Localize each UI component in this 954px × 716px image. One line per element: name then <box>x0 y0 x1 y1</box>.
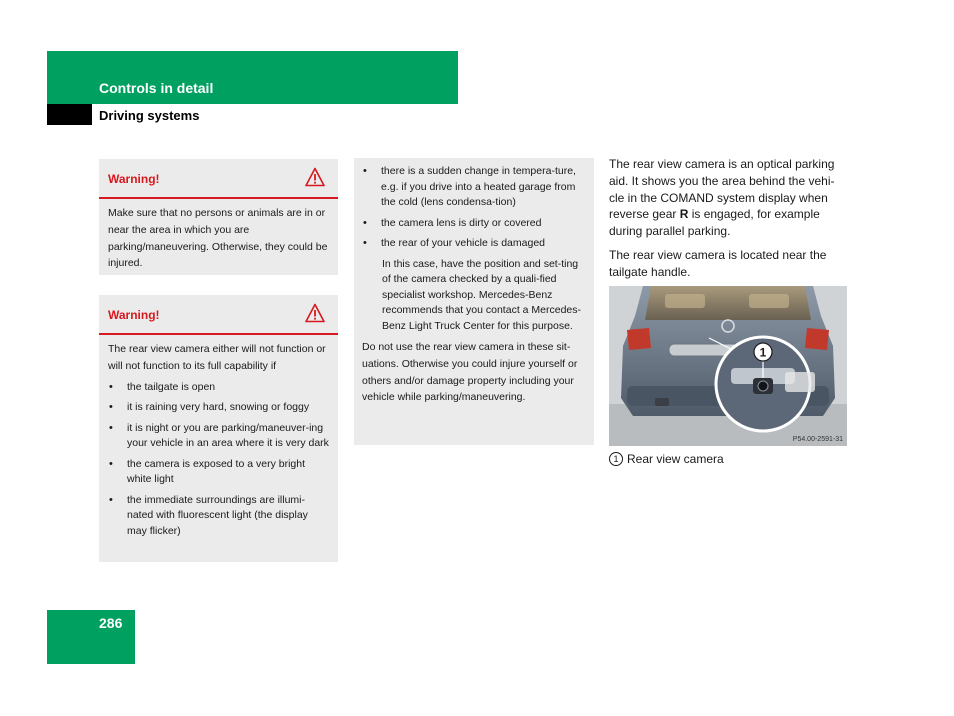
warning-label: Warning! <box>108 172 160 186</box>
workshop-advice: In this case, have the position and set-ting of the camera checked by a quali-fied specialist workshop. Mercedes-Benz recommends that you contact a Mercedes-Benz Light Truck Center for this purpose. <box>382 257 582 332</box>
list-item: • there is a sudden change in tempera-ture, e.g. if you drive into a heated garage from the cold (lens condensa-tion) <box>362 164 586 211</box>
warning-intro: The rear view camera either will not function or will not function to its full capability if <box>108 343 326 372</box>
camera-description <box>609 156 849 240</box>
warning-header <box>99 295 338 335</box>
list-item: • the rear of your vehicle is damaged <box>362 236 586 252</box>
warning-box-people <box>99 159 338 275</box>
warning-box-continued <box>354 158 594 445</box>
figure-reference: P54.00-2591-31 <box>792 436 843 443</box>
warning-header <box>99 159 338 199</box>
callout-number: 1 <box>759 345 767 360</box>
page-number: 286 <box>99 615 123 631</box>
vehicle-rear-illustration <box>609 286 847 446</box>
list-item: • it is raining very hard, snowing or foggy <box>108 400 329 416</box>
list-item: • the camera lens is dirty or covered <box>362 216 586 232</box>
warning-box-camera-limits <box>99 295 338 562</box>
description-text: is engaged, for example during parallel parking. <box>609 207 820 239</box>
subsection-title: Driving systems <box>99 108 200 123</box>
condition-list <box>108 380 329 540</box>
caption-number: 1 <box>609 452 623 466</box>
subsection-marker <box>47 104 92 125</box>
warning-triangle-icon <box>305 167 325 187</box>
warning-text: Make sure that no persons or animals are in or near the area in which you are parking/maneuvering. Otherwise, they could be injured. <box>108 207 328 270</box>
caption-text: Rear view camera <box>627 452 724 466</box>
list-item: • the tailgate is open <box>108 380 329 396</box>
warning-triangle-icon <box>305 303 325 323</box>
reverse-gear-label: R <box>679 207 689 222</box>
list-item: • the camera is exposed to a very bright white light <box>108 457 329 488</box>
warning-label: Warning! <box>108 308 160 322</box>
section-title: Controls in detail <box>99 80 214 96</box>
list-item: • the immediate surroundings are illumi-nated with fluorescent light (the display may flicker) <box>108 493 329 540</box>
rear-view-camera-photo <box>609 286 847 446</box>
list-item: • it is night or you are parking/maneuver-ing your vehicle in an area where it is very dark <box>108 421 329 452</box>
condition-list <box>362 164 586 252</box>
camera-location-text: The rear view camera is located near the tailgate handle. <box>609 248 827 279</box>
section-header-bar <box>47 51 458 104</box>
description-text: The rear view camera is an optical parking aid. It shows you the area behind the vehi-cle in the COMAND system display when reverse gear <box>609 157 835 222</box>
closing-warning: Do not use the rear view camera in these sit-uations. Otherwise you could injure yourself or others and/or damage property including your vehicle while parking/maneuvering. <box>362 341 578 404</box>
figure-caption <box>609 451 724 467</box>
